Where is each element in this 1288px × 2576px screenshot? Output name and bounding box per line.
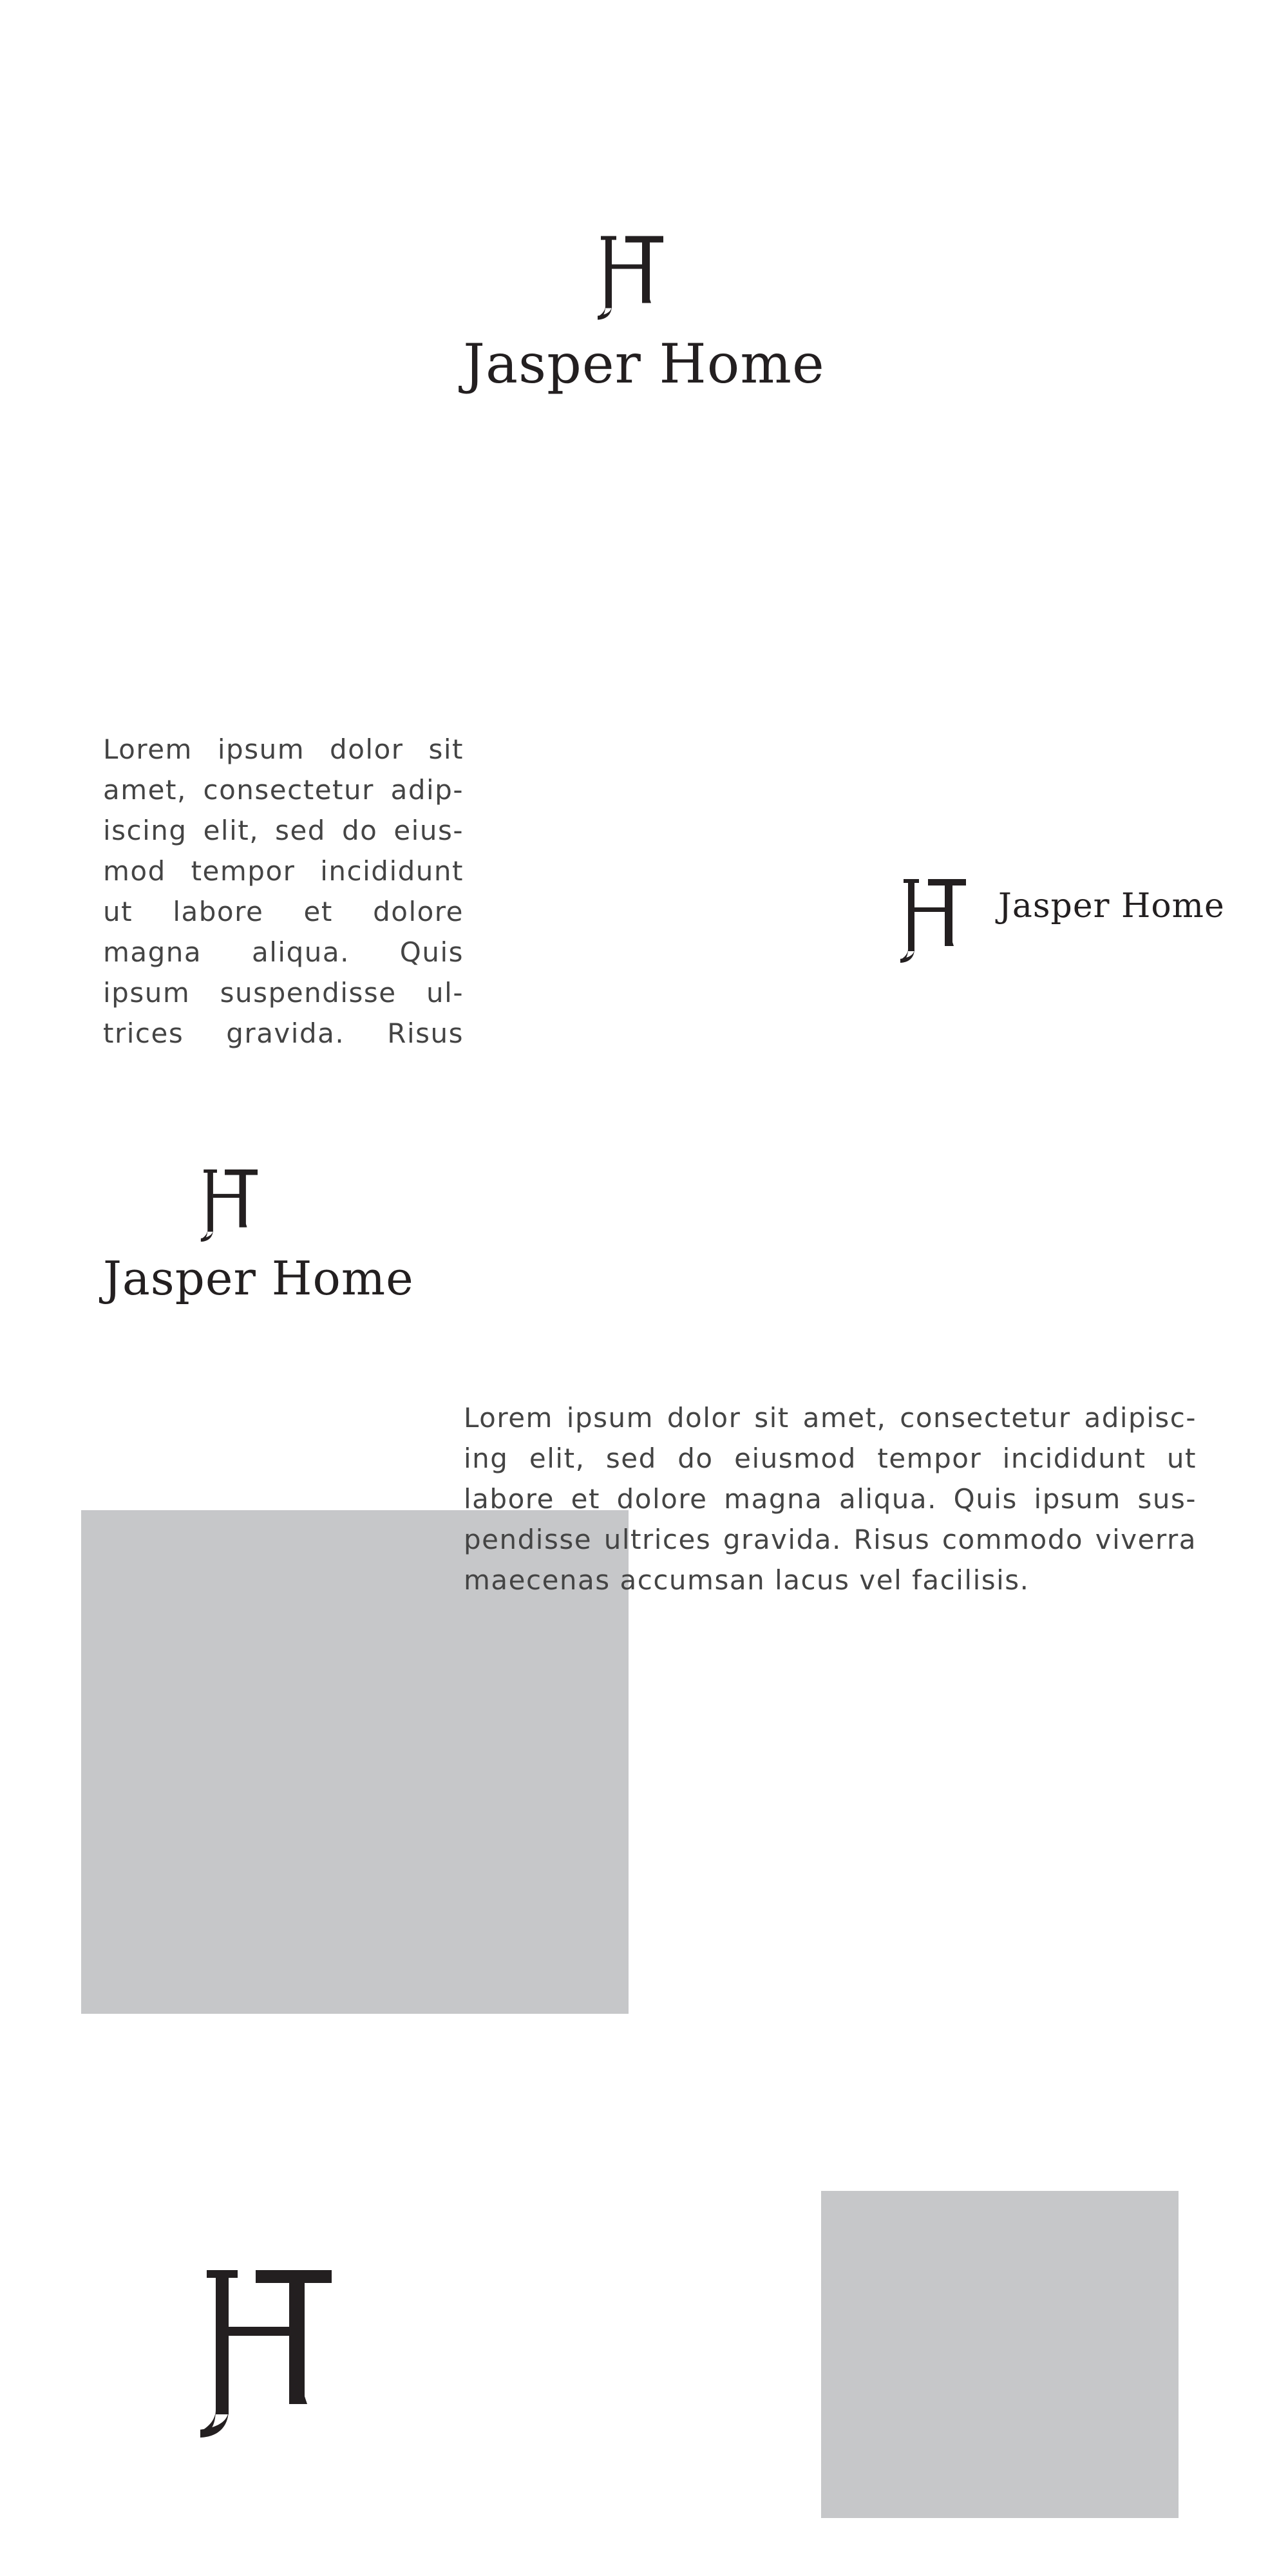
intro-paragraph: Lorem ipsum dolor sit amet, consectetur adip-iscing elit, sed do eius-mod tempor incididunt ut labore et dolore magna aliqua. Quis ipsum suspendisse ul-trices gravida. Risus bbox=[103, 734, 464, 1049]
horizontal-wordmark: Jasper Home bbox=[998, 887, 1225, 925]
feature-paragraph: Lorem ipsum dolor sit amet, consectetur adipisc-ing elit, sed do eiusmod tempor incididunt ut labore et dolore magna aliqua. Quis ipsum sus-pendisse ultrices gravida. Risus commodo viverra maecenas accumsan lacus vel facilisis. bbox=[464, 1402, 1197, 1596]
jh-monogram-icon bbox=[190, 2270, 332, 2438]
hero-logo bbox=[0, 232, 1288, 406]
jh-monogram-icon bbox=[895, 876, 966, 966]
image-placeholder-small bbox=[821, 2191, 1179, 2518]
hero-wordmark: Jasper Home bbox=[463, 332, 825, 395]
stacked-wordmark: Jasper Home bbox=[103, 1251, 414, 1305]
horizontal-logo bbox=[895, 876, 1225, 966]
jh-monogram-icon bbox=[196, 1166, 258, 1245]
stacked-logo bbox=[103, 1166, 414, 1320]
jh-monogram-icon bbox=[592, 232, 663, 324]
